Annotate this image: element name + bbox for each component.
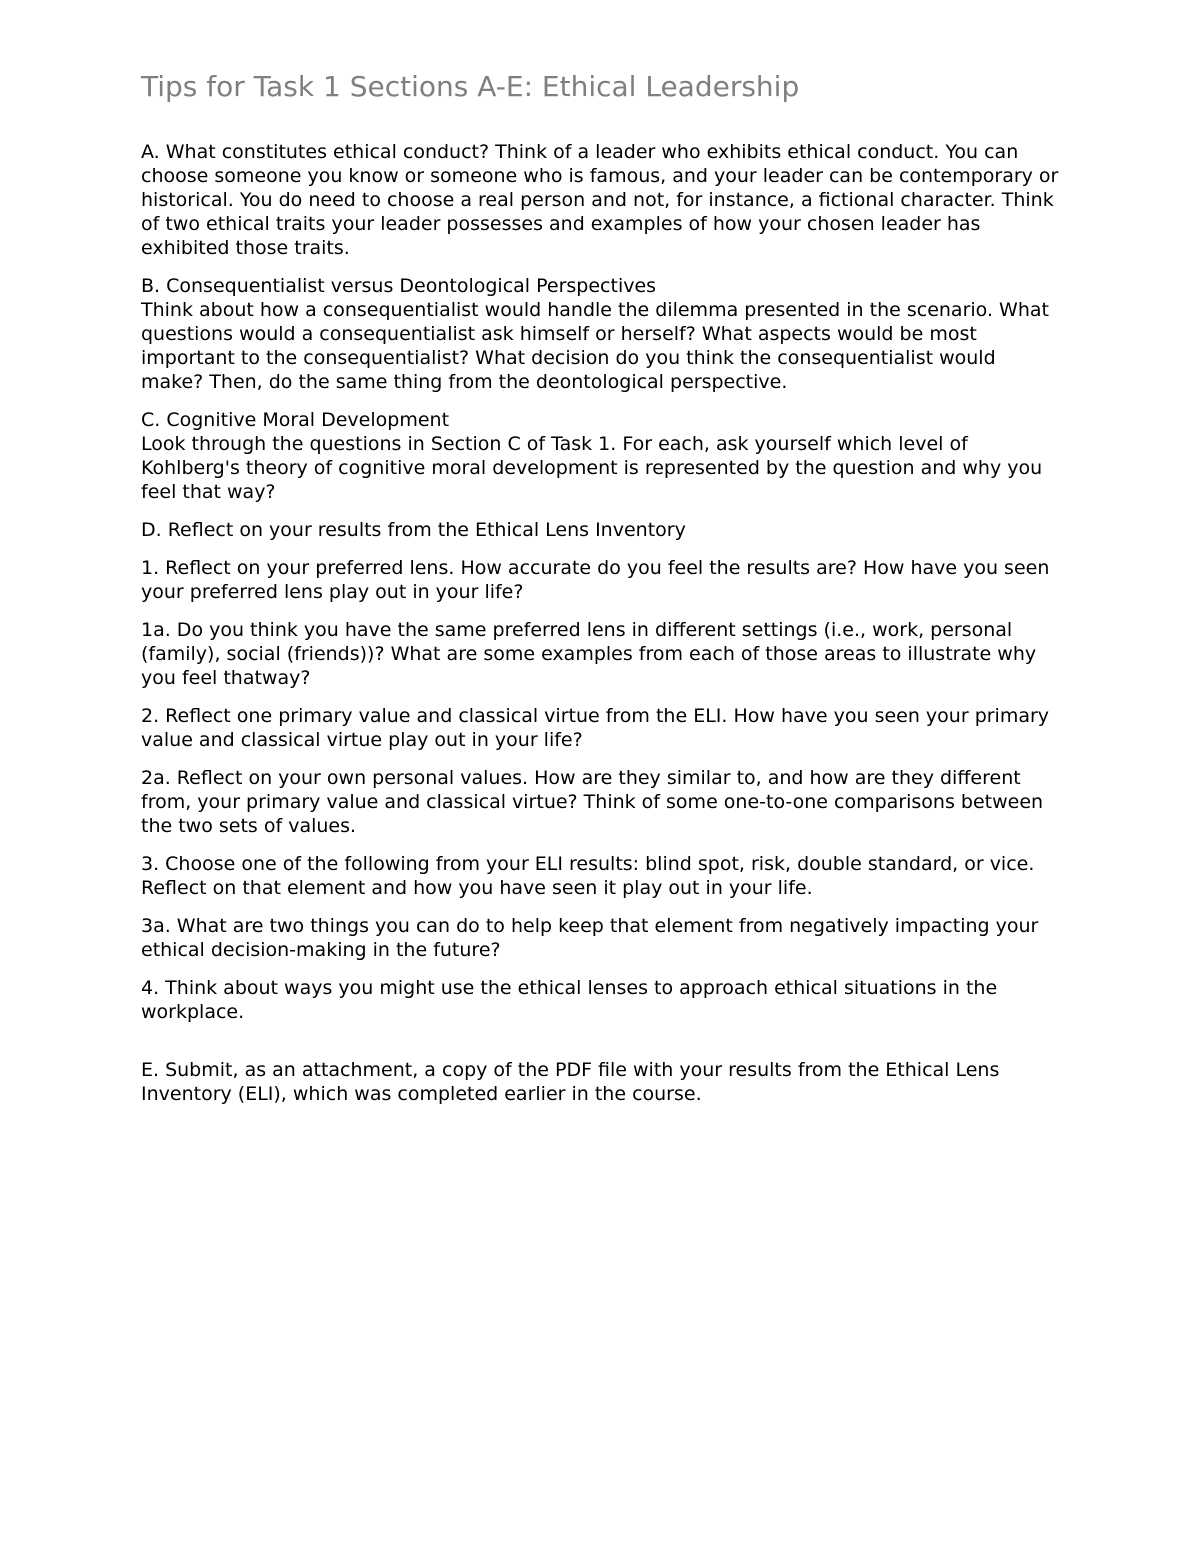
section-d-item-4: 4. Think about ways you might use the ethical lenses to approach ethical situations in the workplace. <box>141 977 998 1023</box>
section-b <box>141 274 1061 394</box>
section-d-item-3a: 3a. What are two things you can do to help keep that element from negatively impacting your ethical decision-making in the future? <box>141 915 1039 961</box>
section-c <box>141 408 1061 504</box>
section-d-item-2a: 2a. Reflect on your own personal values. How are they similar to, and how are they different from, your primary value and classical virtue? Think of some one-to-one comparisons between the two sets of values. <box>141 767 1044 837</box>
blank-line <box>141 1038 1061 1058</box>
section-b-paragraph: Think about how a consequentialist would handle the dilemma presented in the scenario. What questions would a consequentialist ask himself or herself? What aspects would be most important to the consequentialist? What decision do you think the consequentialist would make? Then, do the same thing from the deontological perspective. <box>141 299 1049 393</box>
section-d-heading: D. Reflect on your results from the Ethical Lens Inventory <box>141 519 686 541</box>
section-d-item-3: 3. Choose one of the following from your ELI results: blind spot, risk, double standard, or vice. Reflect on that element and how you have seen it play out in your life. <box>141 853 1035 899</box>
section-b-heading: B. Consequentialist versus Deontological Perspectives <box>141 275 657 297</box>
section-e-paragraph: E. Submit, as an attachment, a copy of the PDF file with your results from the Ethical Lens Inventory (ELI), which was completed earlier in the course. <box>141 1059 1000 1105</box>
document-page <box>141 68 1061 1120</box>
section-c-heading: C. Cognitive Moral Development <box>141 409 450 431</box>
section-d-item-2: 2. Reflect one primary value and classical virtue from the ELI. How have you seen your primary value and classical virtue play out in your life? <box>141 705 1050 751</box>
document-title: Tips for Task 1 Sections A-E: Ethical Leadership <box>141 70 800 103</box>
section-d-item-1: 1. Reflect on your preferred lens. How accurate do you feel the results are? How have you seen your preferred lens play out in your life? <box>141 557 1050 603</box>
section-a-paragraph: A. What constitutes ethical conduct? Think of a leader who exhibits ethical conduct. You can choose someone you know or someone who is famous, and your leader can be contemporary or historical. You do need to choose a real person and not, for instance, a fictional character. Think of two ethical traits your leader possesses and examples of how your chosen leader has exhibited those traits. <box>141 141 1059 259</box>
section-d-item-1a: 1a. Do you think you have the same preferred lens in different settings (i.e., work, personal (family), social (friends))? What are some examples from each of those areas to illustrate why you feel thatway? <box>141 619 1037 689</box>
section-c-paragraph: Look through the questions in Section C of Task 1. For each, ask yourself which level of Kohlberg's theory of cognitive moral development is represented by the question and why you feel that way? <box>141 433 1043 503</box>
